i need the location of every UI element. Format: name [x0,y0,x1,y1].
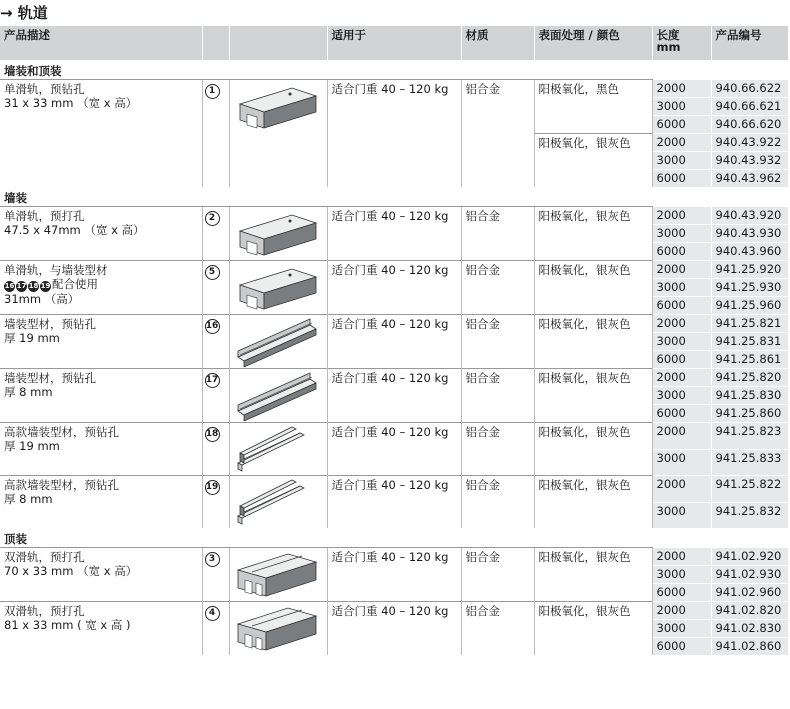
product-description [0,261,202,315]
length-value: 6000 [652,243,711,261]
length-value: 6000 [652,351,711,369]
product-code: 941.02.820 [711,602,788,620]
reference-badge: 17 [16,282,27,290]
product-code: 941.02.830 [711,620,788,638]
item-number-badge: 1 [205,84,220,99]
description-line: 31 x 33 mm （宽 x 高） [4,96,138,110]
description-text: 配合使用 [52,277,98,291]
item-number-badge: 2 [205,211,220,226]
surface-finish: 阳极氧化，银灰色 [534,602,652,656]
table-row [0,315,788,333]
length-value: 2000 [652,80,711,98]
length-value: 3000 [652,152,711,170]
single-track-wall-icon [230,261,327,313]
suitable-for: 适合门重 40 – 120 kg [327,80,461,188]
item-number-badge: 19 [205,480,220,495]
length-value: 2000 [652,369,711,387]
description-line: 31mm （高） [4,292,80,306]
suitable-for: 适合门重 40 – 120 kg [327,423,461,476]
product-code: 941.25.823 [711,423,788,450]
product-code: 941.25.832 [711,502,788,528]
product-description [0,548,202,602]
product-code: 941.02.930 [711,566,788,584]
description-line [4,277,198,292]
length-value: 6000 [652,638,711,656]
product-code: 941.02.860 [711,638,788,656]
item-number-cell [202,423,229,476]
description-line: 墙装型材，预钻孔 [4,371,96,385]
section-row [0,60,788,80]
product-code: 941.25.833 [711,449,788,476]
length-value: 3000 [652,620,711,638]
wall-profile-icon [230,315,327,367]
single-track-flange-icon [230,207,327,259]
length-value: 3000 [652,279,711,297]
item-number-cell [202,207,229,261]
table-row [0,548,788,566]
product-image-cell [229,602,327,656]
suitable-for: 适合门重 40 – 120 kg [327,369,461,423]
length-value: 3000 [652,449,711,476]
table-row [0,207,788,225]
product-image-cell [229,548,327,602]
product-description [0,423,202,476]
table-row [0,423,788,450]
page-title: → 轨道 [0,4,48,22]
high-wall-profile-thin-icon [230,476,327,528]
suitable-for: 适合门重 40 – 120 kg [327,261,461,315]
length-value: 6000 [652,405,711,423]
length-value: 2000 [652,548,711,566]
material: 铝合金 [461,548,534,602]
suitable-for: 适合门重 40 – 120 kg [327,315,461,369]
section-row [0,528,788,548]
product-code: 941.25.830 [711,387,788,405]
product-code: 941.25.822 [711,476,788,503]
length-value: 3000 [652,333,711,351]
length-value: 3000 [652,566,711,584]
description-line: 单滑轨，预打孔 [4,209,85,223]
length-value: 2000 [652,207,711,225]
surface-finish: 阳极氧化，银灰色 [534,423,652,476]
product-code: 940.43.960 [711,243,788,261]
suitable-for: 适合门重 40 – 120 kg [327,602,461,656]
header-cell: 表面处理 / 颜色 [534,26,652,60]
material: 铝合金 [461,261,534,315]
length-value: 2000 [652,602,711,620]
length-value: 6000 [652,297,711,315]
length-value: 3000 [652,98,711,116]
section-title: 墙装 [0,187,788,207]
product-code: 940.43.920 [711,207,788,225]
product-code: 941.25.920 [711,261,788,279]
surface-finish: 阳极氧化，银灰色 [534,369,652,423]
product-code: 941.25.960 [711,297,788,315]
description-line: 47.5 x 47mm （宽 x 高） [4,223,145,237]
product-code: 940.43.962 [711,170,788,188]
length-value: 2000 [652,423,711,450]
description-line: 厚 19 mm [4,331,60,345]
surface-finish: 阳极氧化，银灰色 [534,476,652,529]
description-line: 厚 19 mm [4,439,60,453]
product-image-cell [229,476,327,529]
description-line: 厚 8 mm [4,492,53,506]
description-line: 单滑轨，预钻孔 [4,82,85,96]
header-cell: 产品描述 [0,26,202,60]
surface-finish: 阳极氧化，银灰色 [534,134,652,188]
product-description [0,315,202,369]
double-track-wide-icon [230,602,327,654]
item-number-cell [202,261,229,315]
section-row [0,187,788,207]
product-image-cell [229,315,327,369]
item-number-cell [202,602,229,656]
product-description [0,602,202,656]
header-cell: 材质 [461,26,534,60]
header-cell: 适用于 [327,26,461,60]
length-value: 3000 [652,387,711,405]
length-value: 6000 [652,584,711,602]
surface-finish: 阳极氧化，银灰色 [534,207,652,261]
length-value: 3000 [652,502,711,528]
reference-badge: 16 [4,282,15,290]
single-track-icon [230,80,327,132]
material: 铝合金 [461,476,534,529]
material: 铝合金 [461,602,534,656]
material: 铝合金 [461,315,534,369]
section-title: 顶装 [0,528,788,548]
item-number-badge: 4 [205,606,220,621]
product-code: 940.43.932 [711,152,788,170]
surface-finish: 阳极氧化，银灰色 [534,548,652,602]
product-code: 941.25.821 [711,315,788,333]
description-line: 81 x 33 mm ( 宽 x 高 ) [4,618,131,632]
suitable-for: 适合门重 40 – 120 kg [327,476,461,529]
product-code: 941.25.930 [711,279,788,297]
surface-finish: 阳极氧化，银灰色 [534,315,652,369]
table-row [0,369,788,387]
item-number-cell [202,476,229,529]
product-code: 941.25.861 [711,351,788,369]
section-title: 墙装和顶装 [0,60,788,80]
product-image-cell [229,369,327,423]
item-number-cell [202,548,229,602]
product-code: 941.25.860 [711,405,788,423]
product-description [0,476,202,529]
description-line: 70 x 33 mm （宽 x 高） [4,564,138,578]
table-header-row [0,26,788,60]
length-value: 2000 [652,476,711,503]
item-number-badge: 5 [205,265,220,280]
product-code: 940.66.621 [711,98,788,116]
length-value: 6000 [652,170,711,188]
product-image-cell [229,423,327,476]
reference-badge: 19 [40,282,51,290]
product-code: 941.02.960 [711,584,788,602]
material: 铝合金 [461,369,534,423]
product-image-cell [229,261,327,315]
table-row [0,261,788,279]
table-row [0,476,788,503]
table-row [0,80,788,98]
description-line: 墙装型材，预钻孔 [4,317,96,331]
description-line: 单滑轨，与墙装型材 [4,263,108,277]
product-code: 940.66.620 [711,116,788,134]
description-line: 双滑轨，预打孔 [4,550,85,564]
product-code: 941.25.831 [711,333,788,351]
high-wall-profile-icon [230,423,327,475]
header-cell [229,26,327,60]
product-table [0,26,789,655]
description-line: 高款墙装型材，预钻孔 [4,478,119,492]
item-number-badge: 16 [205,319,220,334]
length-value: 2000 [652,315,711,333]
product-code: 940.43.930 [711,225,788,243]
double-track-icon [230,548,327,600]
item-number-badge: 18 [205,427,220,442]
suitable-for: 适合门重 40 – 120 kg [327,207,461,261]
product-code: 941.25.820 [711,369,788,387]
item-number-badge: 3 [205,552,220,567]
product-code: 940.43.922 [711,134,788,152]
item-number-cell [202,315,229,369]
length-value: 2000 [652,261,711,279]
header-cell: 长度 mm [652,26,711,60]
length-value: 2000 [652,134,711,152]
length-value: 6000 [652,116,711,134]
product-code: 941.02.920 [711,548,788,566]
surface-finish: 阳极氧化，银灰色 [534,261,652,315]
description-line: 双滑轨，预打孔 [4,604,85,618]
item-number-cell [202,369,229,423]
item-number-cell [202,80,229,188]
header-cell [202,26,229,60]
description-line: 高款墙装型材，预钻孔 [4,425,119,439]
suitable-for: 适合门重 40 – 120 kg [327,548,461,602]
header-cell: 产品编号 [711,26,788,60]
length-value: 3000 [652,225,711,243]
product-image-cell [229,80,327,188]
product-description [0,369,202,423]
reference-badge: 18 [28,282,39,290]
product-description [0,80,202,188]
product-code: 940.66.622 [711,80,788,98]
product-image-cell [229,207,327,261]
product-description [0,207,202,261]
wall-profile-thin-icon [230,369,327,421]
material: 铝合金 [461,80,534,188]
description-line: 厚 8 mm [4,385,53,399]
material: 铝合金 [461,423,534,476]
table-row [0,602,788,620]
item-number-badge: 17 [205,373,220,388]
material: 铝合金 [461,207,534,261]
surface-finish: 阳极氧化，黑色 [534,80,652,134]
